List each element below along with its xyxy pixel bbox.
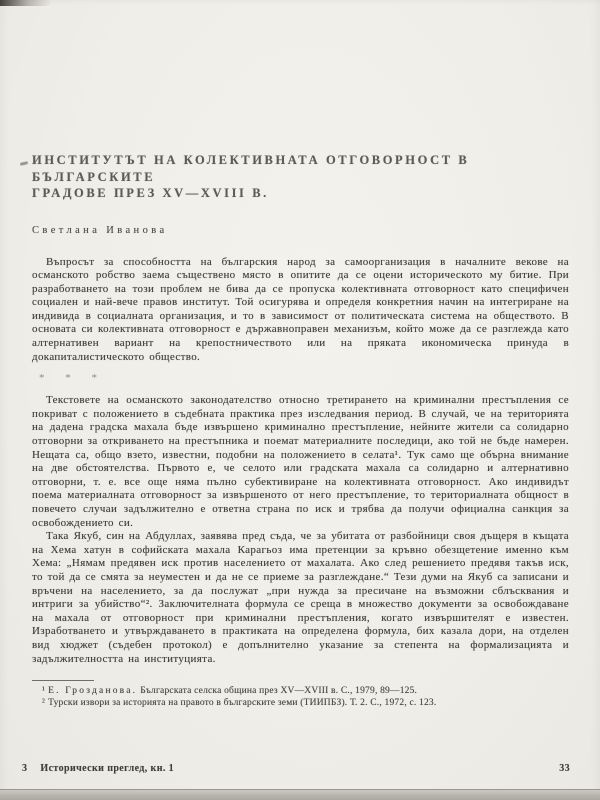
page-number: 33 <box>559 763 570 774</box>
section-separator: * * * <box>39 372 106 385</box>
article-title-line1: ИНСТИТУТЪТ НА КОЛЕКТИВНАТА ОТГОВОРНОСТ В БЪЛГАРСКИТЕ <box>32 153 470 184</box>
margin-mark-artifact <box>20 161 28 166</box>
footnote-2 <box>32 698 569 710</box>
footnote-1-author: Е. Грозданова. <box>48 686 138 697</box>
paragraph-legislation: Текстовете на османското законодателство относно третирането на криминални престъпления се покриват с положението в съдебната практика през изследвания период. В случай, че на територията на дадена градска махала бъде извършено криминално престъпление, нейните жители са солидарно отговорни за откриването на престъпника и поемат материалните последици, ако той не бъде намерен. Нещата са, общо взето, известни, подобни на положението в селата¹. Тук само ще обърна внимание на две обстоятелства. Първото е, че селото или градската махала са солидарно и алтернативно отговорни, т. е. все още няма пълно субективиране на колективната отговорност. Ако индивидът поема материалната отговорност за извършеното от него престъпление, то териториалната общност в повечето случаи задължително е ответна страна по иск и трябва да получи официална санкция за освобождението си. <box>32 394 569 529</box>
footnote-1 <box>32 686 569 698</box>
author-name: Светлана Иванова <box>32 224 168 236</box>
footnote-2-marker: ² <box>42 697 46 708</box>
journal-reference: Исторически преглед, кн. 1 <box>40 763 175 774</box>
article-title-line2: ГРАДОВЕ ПРЕЗ XV—XVIII В. <box>32 186 269 200</box>
footnote-2-text: Турски извори за историята на правото в българските земи (ТИИПБЗ). Т. 2. С., 1972, с. 123. <box>48 697 437 708</box>
scan-edge-bottom <box>0 789 600 800</box>
printer-signature-number: 3 <box>22 763 28 774</box>
paragraph-yakub-case: Така Якуб, син на Абдуллах, заявява пред съда, че за убитата от разбойници своя дъщеря в къщата на Хема хатун в софийската махала Карагьоз има претенции за кръвно обезщетение именно към Хема: „Нямам предявен иск против населението от махалата. Ако след решението предявя такъв иск, то той да се смята за неуместен и да не се приеме за разглеждане.“ Тези думи на Якуб са записани и връчени на населението, за да послужат „при нужда за пресичане на възможни сблъсквания и интриги за убийство“². Заключителната формула се среща в множество документи за освобождаване на махала от отговорност при криминални престъпления, когато извършителят е известен. Изработването и утвърждаването в практиката на определена формула, бих казала дори, на отделен вид хюджет (съдебен протокол) е допълнително указание за степента на формализацията и задължителността на институцията. <box>32 530 569 665</box>
footnote-1-marker: ¹ <box>42 686 46 697</box>
footnotes-block <box>32 680 569 709</box>
scan-artifact-top-left <box>0 0 52 6</box>
page-footer <box>22 763 570 774</box>
paragraph-intro: Въпросът за способността на българския народ за самоорганизация в началните векове на османското робство заема съществено място в опитите да се оцени историческото му битие. При разработването на този проблем не бива да се пропуска колективната отговорност като специфичен социален и най-вече правов институт. Той осигурява и определя конкретния начин на интегриране на индивида в социалната организация, и то в зависимост от политическата система на обществото. В основата си колективната отговорност е държавноправен механизъм, който може да се разглежда като алтернативен вариант на крепостничеството или на пряката икономическа принуда в докапиталистическото общество. <box>32 255 569 363</box>
article-content <box>32 152 569 709</box>
article-title <box>32 152 569 202</box>
footnote-separator-rule <box>32 680 94 681</box>
footnote-1-text: Българската селска община през XV—XVIII в. С., 1979, 89—125. <box>140 686 418 697</box>
